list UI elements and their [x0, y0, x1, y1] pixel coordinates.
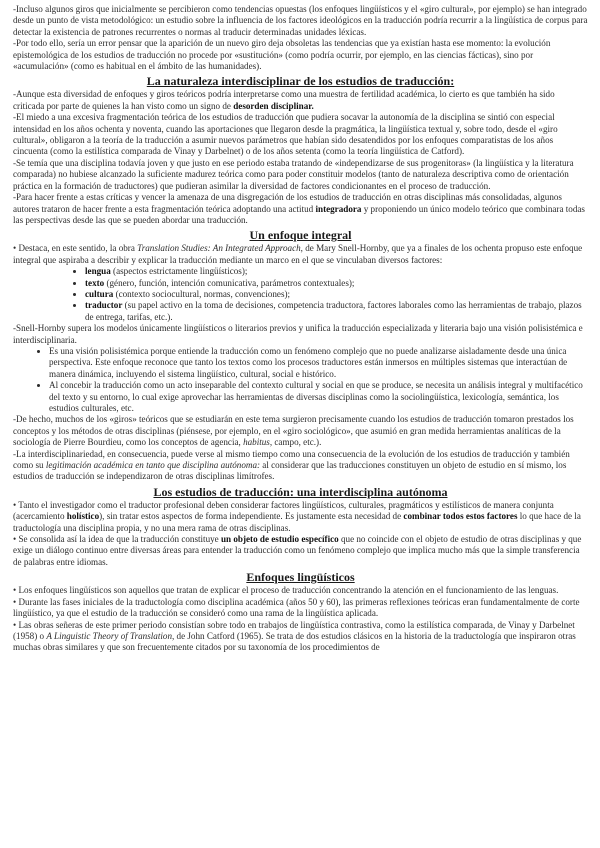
paragraph-text: -De hecho, muchos de los «giros» teóricos que se estudiarán en este tema surgieron precisamente cuando los estudios de traducción tomaron prestados los conceptos y los métodos de otras disciplinas (piénsese, por ejemplo, en el «giro sociológico», que asumió en gran medida herramientas analíticas de la sociología de Pierre Bourdieu, como los conceptos de agencia, [13, 414, 574, 448]
paragraph [13, 585, 588, 596]
paragraph-text: • Tanto el investigador como el traductor profesional deben considerar factores lingüísticos, culturales, pragmáticos y estilísticos de manera conjunta (acercamiento [13, 499, 554, 522]
bold-text: combinar todos estos factores [403, 511, 518, 522]
list-item [85, 266, 588, 277]
list-item-text: (aspectos estrictamente lingüísticos); [110, 266, 248, 277]
paragraph-text: -Aunque esta diversidad de enfoques y giros teóricos podría interpretarse como una muestra de fertilidad académica, lo cierto es que también ha sido criticada por parte de quienes la han visto como un signo de [13, 89, 555, 111]
list-item-text: (su papel activo en la toma de decisiones, competencia traductora, factores laborales como las herramientas de trabajo, plazos de entrega, tarifas, etc.). [85, 300, 582, 322]
bold-text: traductor [85, 300, 123, 311]
paragraph-text: al considerar que las traducciones constituyen un objeto de estudio en sí mismo, los estudios de traducción se independizaron de otras disciplinas limítrofes. [13, 460, 567, 482]
list-item: • Al concebir la traducción como un acto inseparable del contexto cultural y social en que se produce, se necesita un análisis integral y multifacético del texto y su entorno, lo cual exige aprovechar las herramientas de diversas disciplinas como la sociolingüística, lexicología, semántica, los estudios culturales, etc. [49, 380, 588, 414]
factor-list [13, 266, 588, 323]
paragraph [13, 112, 588, 158]
paragraph [13, 192, 588, 226]
paragraph-text: de John Catford (1965). Se trata de dos estudios clásicos en la historia de la traductología que inspiraron otras muchas obras similares y que son frecuentemente citados por su taxonomía de los procedimientos de [13, 630, 576, 653]
paragraph-text: campo, etc.). [272, 437, 322, 448]
bold-text: cultura [85, 288, 114, 299]
paragraph [13, 500, 588, 534]
paragraph-text: y proponiendo un único modelo teórico que combinara todas las perspectivas desde las que se pueden abordar una traducción. [13, 203, 585, 225]
list-item-text: (contexto sociocultural, normas, convenciones); [113, 288, 291, 299]
paragraph-text: • Se consolida así la idea de que la traducción constituye [13, 534, 221, 545]
bold-text: un objeto de estudio específico [220, 534, 339, 545]
paragraph-text: -Snell-Hornby supera los modelos únicamente lingüísticos o literarios previos y unifica la traducción especializada y literaria bajo una visión polisistémica e interdisciplinaria. [13, 323, 583, 345]
italic-text: A Linguistic Theory of Translation, [46, 630, 175, 641]
paragraph [13, 597, 588, 620]
paragraph [13, 449, 588, 483]
paragraph [13, 38, 588, 72]
section-heading: Un enfoque integral [249, 228, 352, 243]
paragraph-text: • Los enfoques lingüísticos son aquellos que tratan de explicar el proceso de traducción concentrando la atención en el funcionamiento de las lenguas. [13, 585, 559, 596]
paragraph-text: • Durante las fases iniciales de la traductología como disciplina académica (años 50 y 60), las primeras reflexiones teóricas eran fundamentalmente de corte lingüístico, ya que el estudio de la traducción se consideró como una rama de la lingüística aplicada. [13, 596, 580, 619]
paragraph-text: • Destaca, en este sentido, la obra [13, 243, 138, 254]
bold-text: integradora [315, 203, 362, 214]
italic-text: Translation Studies: An Integrated Approach, [137, 243, 303, 254]
paragraph [13, 534, 588, 568]
paragraph [13, 89, 588, 112]
list-item-text: (género, función, intención comunicativa, parámetros contextuales); [104, 277, 355, 288]
section-heading: Los estudios de traducción: una interdisciplina autónoma [153, 484, 448, 499]
list-item: • Es una visión polisistémica porque entiende la traducción como un fenómeno complejo que no puede analizarse aisladamente desde una única perspectiva. Este enfoque reconoce que tanto los textos como los procesos traductores están inmersos en múltiples sistemas que interactúan de manera dinámica, incluyendo el sistema lingüístico, cultural, social e histórico. [49, 346, 588, 380]
paragraph-text: -El miedo a una excesiva fragmentación teórica de los estudios de traducción que pudiera socavar la autonomía de la disciplina se sintió con especial intensidad en los años ochenta y noventa, cuando las aportaciones que llegaron desde la pragmática, la lingüística textual y, sobre todo, desde el «giro cultural», obligaron a la teoría de la traducción a asumir nuevos parámetros que habían sido desatendidos por los enfoques comparatistas de los años cincuenta (como la estilística comparada de Vinay y Darbelnet) o de los años setenta (como la teoría lingüística de Catford). [13, 112, 558, 157]
paragraph-text: • Las obras señeras de este primer periodo consistían sobre todo en trabajos de lingüística contrastiva, como la estilística comparada, de Vinay y Darbelnet (1958) o [13, 619, 575, 641]
paragraph-text: -Se temía que una disciplina todavía joven y que justo en ese periodo estaba tratando de «independizarse de sus progenitoras» (la lingüística y la literatura comparada) no hubiese alcanzado la suficiente madurez teórica como para poder constituir modelos (tanto de naturaleza descriptiva como de orientación práctica en la formación de traductores) que pudieran asimilar la diversidad de factores condicionantes en el proceso de traducción. [13, 157, 574, 191]
paragraph [13, 4, 588, 38]
list-item [85, 300, 588, 323]
bold-text: texto [85, 277, 105, 288]
paragraph-text: lo que hace de la traductología una disciplina propia, y no una mera rama de otras disciplinas. [13, 511, 581, 533]
list-item [85, 289, 588, 300]
paragraph-text: ), sin tratar estos aspectos de forma independiente. Es justamente esta necesidad de [99, 511, 404, 522]
paragraph [13, 414, 588, 448]
paragraph-text: -Para hacer frente a estas críticas y vencer la amenaza de una disgregación de los estudios de traducción en otras disciplinas más consolidadas, algunos autores trataron de hacer frente a esta fragmentación teórica adoptando una actitud [13, 192, 562, 214]
bold-text: lengua [85, 266, 111, 277]
list-item [85, 278, 588, 289]
section-heading: Enfoques lingüísticos [246, 570, 355, 585]
paragraph [13, 158, 588, 192]
paragraph-text: de Mary Snell-Hornby, que ya a finales de los ochenta propuso este enfoque integral que aspiraba a describir y explicar la traducción mediante un marco en el que se vinculaban diversos factores: [13, 243, 583, 265]
paragraph-text: que no coincide con el objeto de estudio de otras disciplinas y que exige un diálogo continuo entre diversas áreas para entender la traducción como un fenómeno complejo que implica mucho más que la simple transferencia de palabras entre idiomas. [13, 534, 582, 567]
paragraph [13, 243, 588, 266]
bullet-list [13, 346, 588, 414]
bold-text: desorden disciplinar. [233, 100, 314, 111]
paragraph [13, 323, 588, 346]
paragraph-text: -La interdisciplinariedad, en consecuencia, puede verse al mismo tiempo como una consecuencia de la evolución de los estudios de traducción y también como su [13, 448, 570, 471]
paragraph-text: -Incluso algunos giros que inicialmente se percibieron como tendencias opuestas (los enfoques lingüísticos y el «giro cultural», por ejemplo) se han integrado desde un punto de vista metodológico: un estudio sobre la influencia de los factores ideológicos en la traducción podría recurrir a la lingüística de corpus para detectar la existencia de patrones recurrentes o normas al traducir determinadas unidades léxicas. [13, 4, 588, 37]
italic-text: legitimación académica en tanto que disciplina autónoma: [45, 460, 261, 471]
italic-text: habitus, [243, 437, 273, 448]
paragraph-text: -Por todo ello, sería un error pensar que la aparición de un nuevo giro deja obsoletas las tendencias que ya existían hasta ese momento: la evolución epistemológica de los estudios de traducción no procede por «sustitución» (como podría ocurrir, por ejemplo, en las ciencias fácticas), sino por «acumulación» (como es habitual en el ámbito de las humanidades). [13, 38, 551, 72]
paragraph [13, 620, 588, 654]
section-heading: La naturaleza interdisciplinar de los estudios de traducción: [146, 74, 455, 89]
bold-text: holístico [66, 511, 100, 522]
